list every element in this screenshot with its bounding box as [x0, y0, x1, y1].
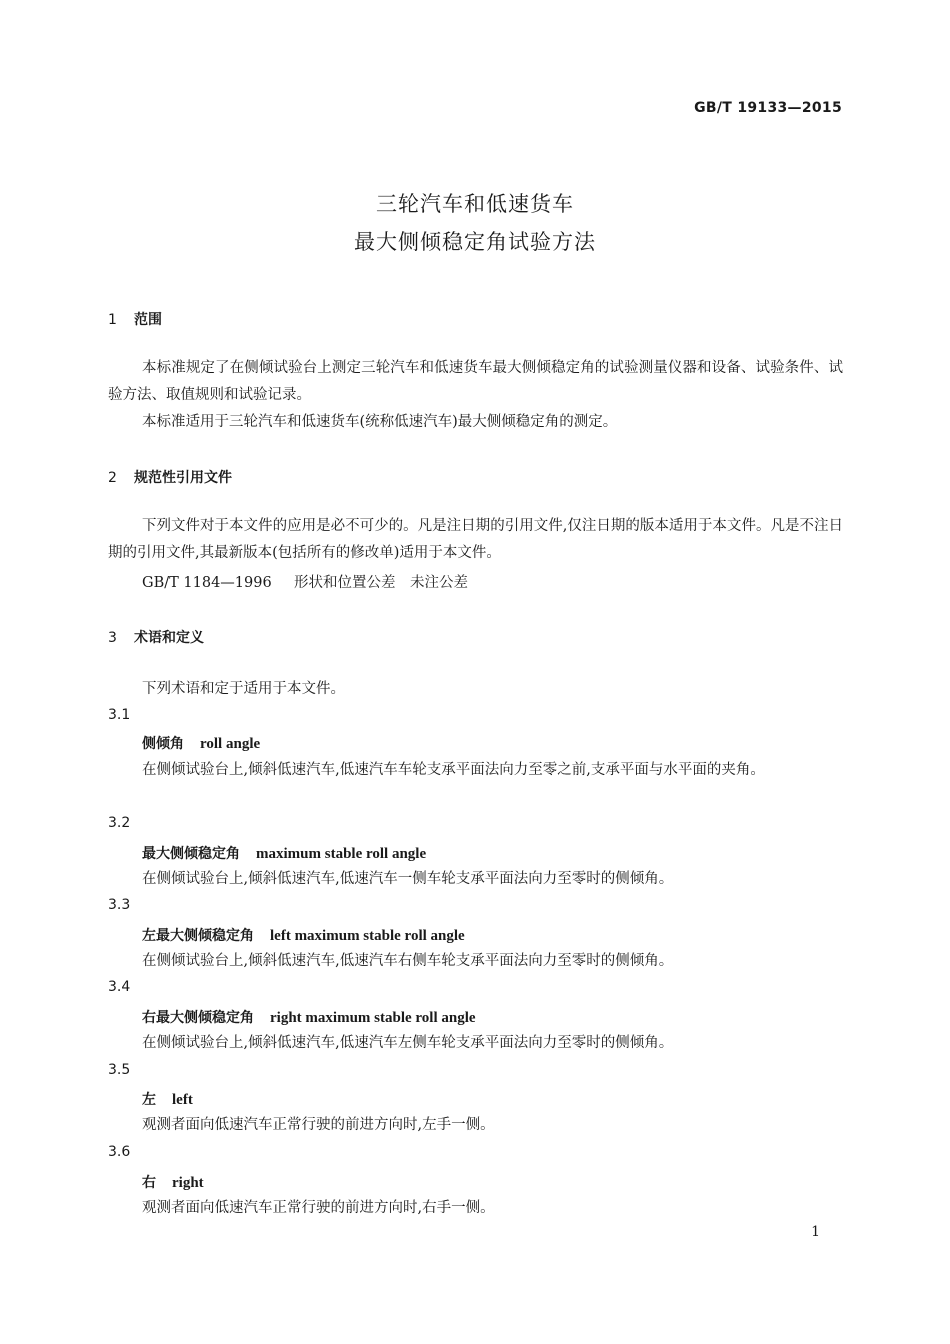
term-number: 3.5 [108, 1062, 131, 1078]
section-1-heading [108, 309, 162, 329]
section-3-intro: 下列术语和定于适用于本文件。 [142, 681, 345, 697]
reference-title: 形状和位置公差 未注公差 [294, 575, 468, 591]
term-definition: 在侧倾试验台上,倾斜低速汽车,低速汽车一侧车轮支承平面法向力至零时的侧倾角。 [142, 871, 674, 887]
standard-number: GB/T 19133—2015 [694, 100, 842, 116]
term-name-en: left maximum stable roll angle [270, 928, 465, 944]
term-name-en: roll angle [200, 736, 261, 752]
term-number: 3.3 [108, 897, 131, 913]
section-2-heading [108, 467, 232, 487]
term-name-zh: 侧倾角 [142, 736, 184, 752]
reference-code: GB/T 1184—1996 [142, 575, 272, 591]
term-definition: 在侧倾试验台上,倾斜低速汽车,低速汽车左侧车轮支承平面法向力至零时的侧倾角。 [142, 1035, 674, 1051]
term-number: 3.1 [108, 707, 131, 723]
section-1-paragraph-2: 本标准适用于三轮汽车和低速货车(统称低速汽车)最大侧倾稳定角的测定。 [142, 414, 618, 430]
section-title: 规范性引用文件 [134, 470, 232, 486]
term-definition: 观测者面向低速汽车正常行驶的前进方向时,右手一侧。 [142, 1200, 495, 1216]
term-name [142, 1172, 204, 1192]
term-name [142, 925, 465, 945]
term-name-zh: 最大侧倾稳定角 [142, 846, 240, 862]
term-name [142, 1007, 476, 1027]
section-number: 2 [108, 470, 117, 486]
normative-reference [142, 571, 468, 592]
term-definition: 在侧倾试验台上,倾斜低速汽车,低速汽车右侧车轮支承平面法向力至零时的侧倾角。 [142, 953, 674, 969]
section-title: 范围 [134, 312, 162, 328]
term-number: 3.2 [108, 815, 131, 831]
term-name [142, 843, 426, 863]
document-title-line1: 三轮汽车和低速货车 [376, 192, 574, 216]
page-number: 1 [811, 1224, 820, 1240]
term-definition: 在侧倾试验台上,倾斜低速汽车,低速汽车车轮支承平面法向力至零之前,支承平面与水平面的夹角。 [142, 762, 765, 778]
term-name-en: right maximum stable roll angle [270, 1010, 476, 1026]
term-number: 3.4 [108, 979, 131, 995]
section-title: 术语和定义 [134, 630, 204, 646]
section-number: 3 [108, 630, 117, 646]
section-1-paragraph-1: 本标准规定了在侧倾试验台上测定三轮汽车和低速货车最大侧倾稳定角的试验测量仪器和设备、试验条件、试验方法、取值规则和试验记录。 [108, 360, 843, 403]
term-name [142, 733, 260, 753]
term-name [142, 1089, 193, 1109]
term-number: 3.6 [108, 1144, 131, 1160]
term-definition: 观测者面向低速汽车正常行驶的前进方向时,左手一侧。 [142, 1117, 495, 1133]
term-name-zh: 右最大侧倾稳定角 [142, 1010, 254, 1026]
term-name-zh: 左最大侧倾稳定角 [142, 928, 254, 944]
term-name-en: maximum stable roll angle [256, 846, 427, 862]
term-name-zh: 右 [142, 1175, 156, 1191]
section-2-paragraph-1: 下列文件对于本文件的应用是必不可少的。凡是注日期的引用文件,仅注日期的版本适用于本文件。凡是不注日期的引用文件,其最新版本(包括所有的修改单)适用于本文件。 [108, 518, 843, 561]
document-title-line2: 最大侧倾稳定角试验方法 [354, 230, 596, 254]
section-3-heading [108, 627, 204, 647]
term-name-en: left [172, 1092, 193, 1108]
term-name-zh: 左 [142, 1092, 156, 1108]
term-name-en: right [172, 1175, 204, 1191]
section-number: 1 [108, 312, 117, 328]
